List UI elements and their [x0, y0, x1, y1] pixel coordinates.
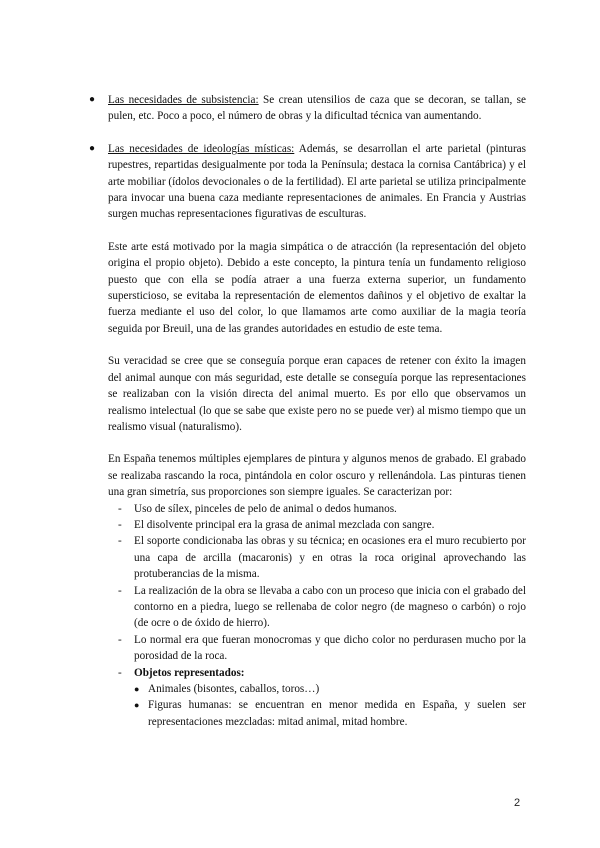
dash-mark: -: [118, 633, 122, 646]
list-item-text: Lo normal era que fueran monocromas y que dicho color no perdurasen mucho por la porosidad de la roca.: [134, 633, 526, 663]
list-item-text: La realización de la obra se llevaba a cabo con un proceso que inicia con el grabado del contorno en a piedra, luego se rellenaba de color negro (de magneso o carbón) o rojo (de ocre o de óxido de hierro).: [134, 584, 526, 630]
list-item: [108, 632, 526, 665]
bullet-dot-icon: ●: [134, 700, 140, 711]
list-item-text: El disolvente principal era la grasa de animal mezclada con sangre.: [134, 518, 435, 531]
bullet-title: Las necesidades de ideologías místicas:: [108, 142, 295, 155]
bullet-dot-icon: ●: [88, 142, 96, 154]
bullet-text: Se crean utensilios de caza que se decoran, se tallan, se pulen, etc. Poco a poco, el número de obras y la dificultad técnica van aumentando.: [108, 94, 527, 123]
objects-sublist: [108, 681, 526, 730]
list-item-text: El soporte condicionaba las obras y su técnica; en ocasiones era el muro recubierto por una capa de arcilla (macaronis) y en otras la roca original aprovechando las protuberancias de la misma.: [134, 535, 526, 581]
bullet-ideologias: [88, 141, 526, 223]
list-item: [108, 517, 526, 533]
objects-heading: Objetos representados:: [134, 666, 245, 679]
sublist-item-text: Figuras humanas: se encuentran en menor medida en España, y suelen ser representaciones mezcladas: mitad animal, mitad hombre.: [148, 699, 526, 728]
dash-mark: -: [118, 584, 122, 597]
dash-mark: -: [118, 502, 122, 515]
sublist-item: [108, 681, 526, 697]
dash-mark: -: [118, 535, 122, 548]
bullet-dot-icon: ●: [134, 684, 140, 694]
list-item-objetos: [108, 665, 526, 731]
dash-mark: -: [118, 518, 122, 531]
bullet-text: Además, se desarrollan el arte parietal (pinturas rupestres, repartidas desigualmente por toda la Península; destaca la cornisa Cantábrica) y el arte mobiliar (ídolos devocionales o de la fertilidad). El arte parietal se utiliza principalmente para invocar una buena caza mediante representaciones de animales. En Francia y Austrias surgen muchas representaciones figurativas de esculturas.: [108, 142, 526, 221]
dash-mark: -: [118, 666, 122, 679]
paragraph-magia: Este arte está motivado por la magia simpática o de atracción (la representación del objeto origina el propio objeto). Debido a este concepto, la pintura tenía un fundamento religioso puesto que con ella se podía atraer a una fuerza externa superior, un fundamento supersticioso, se evitaba la representación de elementos dañinos y el objetivo de exaltar la fuerza mediante el uso del color, lo que llamamos arte como auxiliar de la magia teoría seguida por Breuil, una de las grandes autoridades en estudio de este tema.: [108, 240, 526, 335]
page-content: [88, 92, 527, 730]
characteristics-list: [108, 501, 526, 731]
paragraph-veracidad: Su veracidad se cree que se conseguía porque eran capaces de retener con éxito la imagen del animal aunque con más seguridad, este detalle se conseguía porque las representaciones se realizaban con la visión directa del animal muerto. Es por ello que observamos un realismo intelectual (lo que se sabe que existe pero no se puede ver) al mismo tiempo que un realismo visual (naturalismo).: [108, 355, 526, 433]
list-item: [108, 583, 526, 632]
sublist-item: [108, 697, 526, 730]
bullet-dot-icon: ●: [88, 94, 96, 105]
bullet-subsistencia: [88, 92, 527, 125]
sublist-item-text: Animales (bisontes, caballos, toros…): [148, 683, 320, 695]
list-item: [108, 501, 526, 517]
list-item: [108, 533, 526, 582]
list-item-text: Uso de sílex, pinceles de pelo de animal o dedos humanos.: [134, 502, 397, 515]
paragraph-espana: En España tenemos múltiples ejemplares de pintura y algunos menos de grabado. El grabado se realizaba rascando la roca, pintándola en color oscuro y rellenándola. Las pinturas tienen una gran simetría, sus proporciones son siempre iguales. Se caracterizan por:: [108, 453, 526, 499]
page-number: 2: [514, 797, 521, 809]
bullet-title: Las necesidades de subsistencia:: [108, 94, 259, 106]
